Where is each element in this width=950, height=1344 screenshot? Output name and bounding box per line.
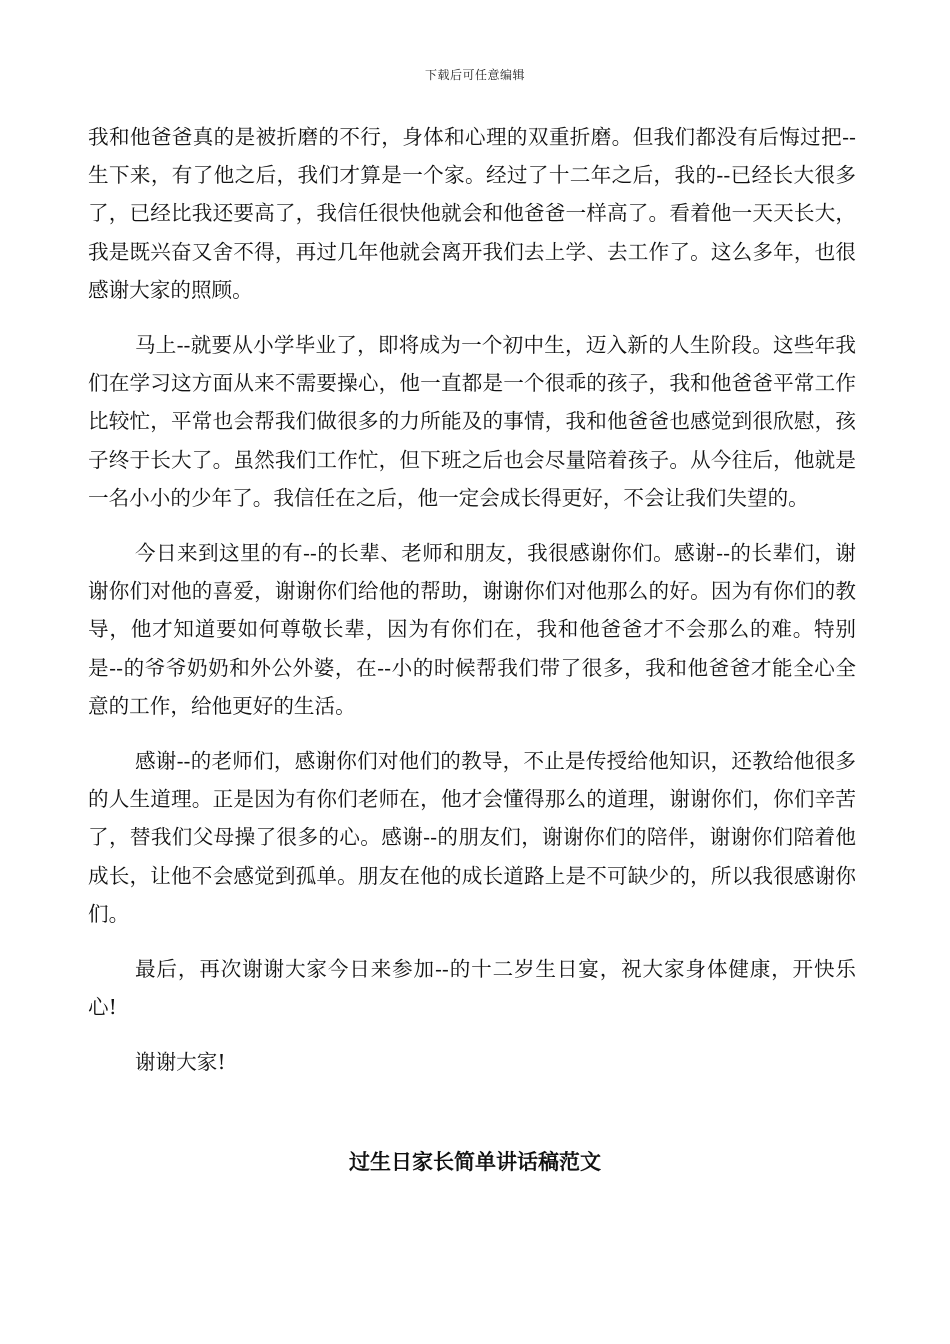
paragraph-3: 今日来到这里的有--的长辈、老师和朋友，我很感谢你们。感谢--的长辈们，谢谢你们对他的喜爱，谢谢你们给他的帮助，谢谢你们对他那么的好。因为有你们的教导，他才知道要如何尊敬长辈，因为有你们在，我和他爸爸才不会那么的难。特别是--的爷爷奶奶和外公外婆，在--小的时候帮我们带了很多，我和他爸爸才能全心全意的工作，给他更好的生活。 — [88, 541, 856, 718]
paragraph-5: 最后，再次谢谢大家今日来参加--的十二岁生日宴，祝大家身体健康，开快乐心! — [88, 957, 856, 1020]
document-body — [88, 118, 856, 1099]
header-note: 下载后可任意编辑 — [424, 68, 525, 82]
paragraph-2: 马上--就要从小学毕业了，即将成为一个初中生，迈入新的人生阶段。这些年我们在学习这方面从来不需要操心，他一直都是一个很乖的孩子，我和他爸爸平常工作比较忙，平常也会帮我们做很多的力所能及的事情，我和他爸爸也感觉到很欣慰，孩子终于长大了。虽然我们工作忙，但下班之后也会尽量陪着孩子。从今往后，他就是一名小小的少年了。我信任在之后，他一定会成长得更好，不会让我们失望的。 — [88, 333, 856, 510]
paragraph-6: 谢谢大家! — [135, 1050, 226, 1075]
paragraph-1: 我和他爸爸真的是被折磨的不行，身体和心理的双重折磨。但我们都没有后悔过把--生下来，有了他之后，我们才算是一个家。经过了十二年之后，我的--已经长大很多了，已经比我还要高了，我信任很快他就会和他爸爸一样高了。看着他一天天长大，我是既兴奋又舍不得，再过几年他就会离开我们去上学、去工作了。这么多年，也很感谢大家的照顾。 — [88, 125, 856, 302]
section-title: 过生日家长简单讲话稿范文 — [349, 1150, 601, 1174]
paragraph-4: 感谢--的老师们，感谢你们对他们的教导，不止是传授给他知识，还教给他很多的人生道理。正是因为有你们老师在，他才会懂得那么的道理，谢谢你们，你们辛苦了，替我们父母操了很多的心。感谢--的朋友们，谢谢你们的陪伴，谢谢你们陪着他成长，让他不会感觉到孤单。朋友在他的成长道路上是不可缺少的，所以我很感谢你们。 — [88, 749, 856, 926]
